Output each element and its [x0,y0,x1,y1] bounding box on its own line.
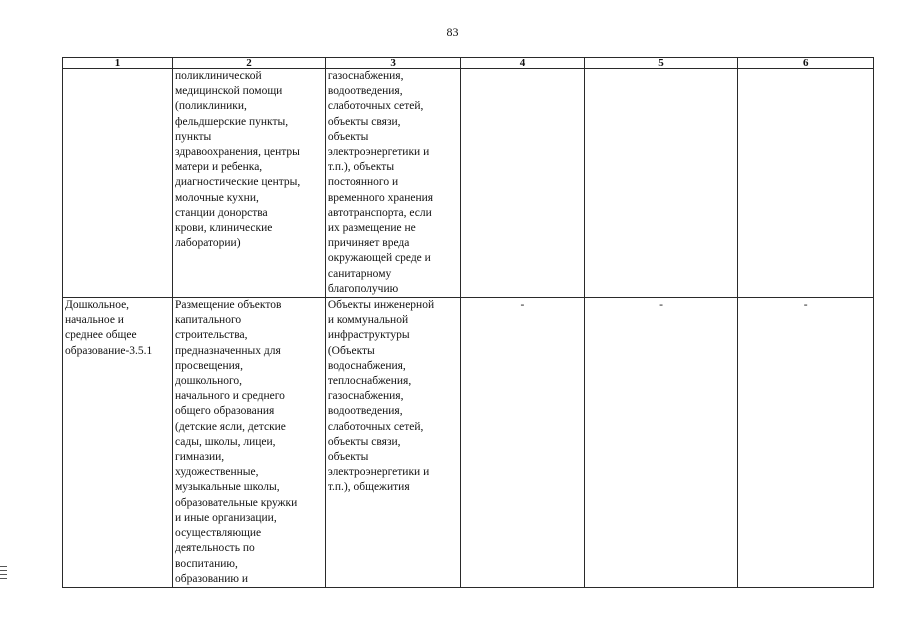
text-line: образованию и [175,572,249,585]
table-cell [63,298,173,588]
text-line: фельдшерские пункты, [175,115,289,128]
text-line: Объекты инженерной [327,299,435,312]
text-line: электроэнергетики и [327,466,430,479]
text-line: общего образования [175,405,275,418]
cell-text [175,69,323,251]
text-line: объекты [327,451,369,464]
column-header-6: 6 [738,58,874,69]
column-header-3: 3 [325,58,461,69]
text-line: матери и ребенка, [175,161,263,174]
text-line: диагностические центры, [175,176,301,189]
column-header-1: 1 [63,58,173,69]
text-line: деятельность по [175,542,255,555]
text-line: капитального [175,314,242,327]
text-line: газоснабжения, [327,390,404,403]
text-line: объекты связи, [327,115,401,128]
text-line: начальное и [65,314,124,327]
margin-mark [0,566,7,582]
text-line: предназначенных для [175,344,281,357]
table-cell [63,69,173,298]
text-line: т.п.), объекты [327,161,395,174]
cell-text [175,298,323,587]
text-line: молочные кухни, [175,191,259,204]
text-line: слаботочных сетей, [327,100,424,113]
text-line: объекты [327,130,369,143]
text-line: гимназии, [175,451,225,464]
table-row [63,298,874,588]
text-line: объекты связи, [327,435,401,448]
cell-text [328,298,459,496]
text-line: сады, школы, лицеи, [175,435,276,448]
text-line: водоснабжения, [327,359,406,372]
table-cell: - [738,298,874,588]
text-line: станции донорства [175,206,268,219]
text-line: образование-3.5.1 [65,344,153,357]
text-line: поликлинической [175,70,262,82]
text-line: художественные, [175,466,259,479]
text-line: медицинской помощи [175,85,283,98]
text-line: Размещение объектов [175,299,282,312]
column-header-5: 5 [584,58,738,69]
column-header-2: 2 [173,58,326,69]
text-line: водоотведения, [327,85,403,98]
text-line: т.п.), общежития [327,481,410,494]
text-line: воспитанию, [175,557,238,570]
text-line: строительства, [175,329,248,342]
text-line: дошкольного, [175,375,243,388]
text-line: крови, клинические [175,222,273,235]
text-line: постоянного и [327,176,399,189]
text-line: теплоснабжения, [327,375,412,388]
text-line: инфраструктуры [327,329,410,342]
text-line: здравоохранения, центры [175,146,300,159]
text-line: Дошкольное, [65,299,130,312]
text-line: электроэнергетики и [327,146,430,159]
text-line: музыкальные школы, [175,481,280,494]
column-header-4: 4 [461,58,584,69]
table-cell [738,69,874,298]
text-line: и иные организации, [175,511,277,524]
text-line: санитарному [327,267,392,280]
page-number: 83 [446,25,459,39]
text-line: слаботочных сетей, [327,420,424,433]
text-line: окружающей среде и [327,252,431,265]
text-line: образовательные кружки [175,496,298,509]
text-line: газоснабжения, [327,70,404,82]
table-cell [173,298,326,588]
text-line: и коммунальной [327,314,409,327]
table-cell: - [584,298,738,588]
text-line: лаборатории) [175,237,241,250]
cell-text [328,69,459,297]
text-line: (Объекты [327,344,375,357]
table-header-row [63,58,874,69]
text-line: осуществляющие [175,527,262,540]
text-line: водоотведения, [327,405,403,418]
table-cell [173,69,326,298]
text-line: (поликлиники, [175,100,247,113]
data-table [62,57,874,588]
text-line: начального и среднего [175,390,285,403]
table-cell [584,69,738,298]
cell-text [65,298,170,359]
text-line: (детские ясли, детские [175,420,286,433]
text-line: пункты [175,130,212,143]
table-cell [325,298,461,588]
text-line: причиняет вреда [327,237,410,250]
table-row [63,69,874,298]
text-line: их размещение не [327,222,416,235]
text-line: временного хранения [327,191,434,204]
text-line: автотранспорта, если [327,206,432,219]
text-line: среднее общее [65,329,137,342]
table-cell: - [461,298,584,588]
text-line: просвещения, [175,359,243,372]
text-line: благополучию [327,282,399,295]
table-cell [461,69,584,298]
table-cell [325,69,461,298]
